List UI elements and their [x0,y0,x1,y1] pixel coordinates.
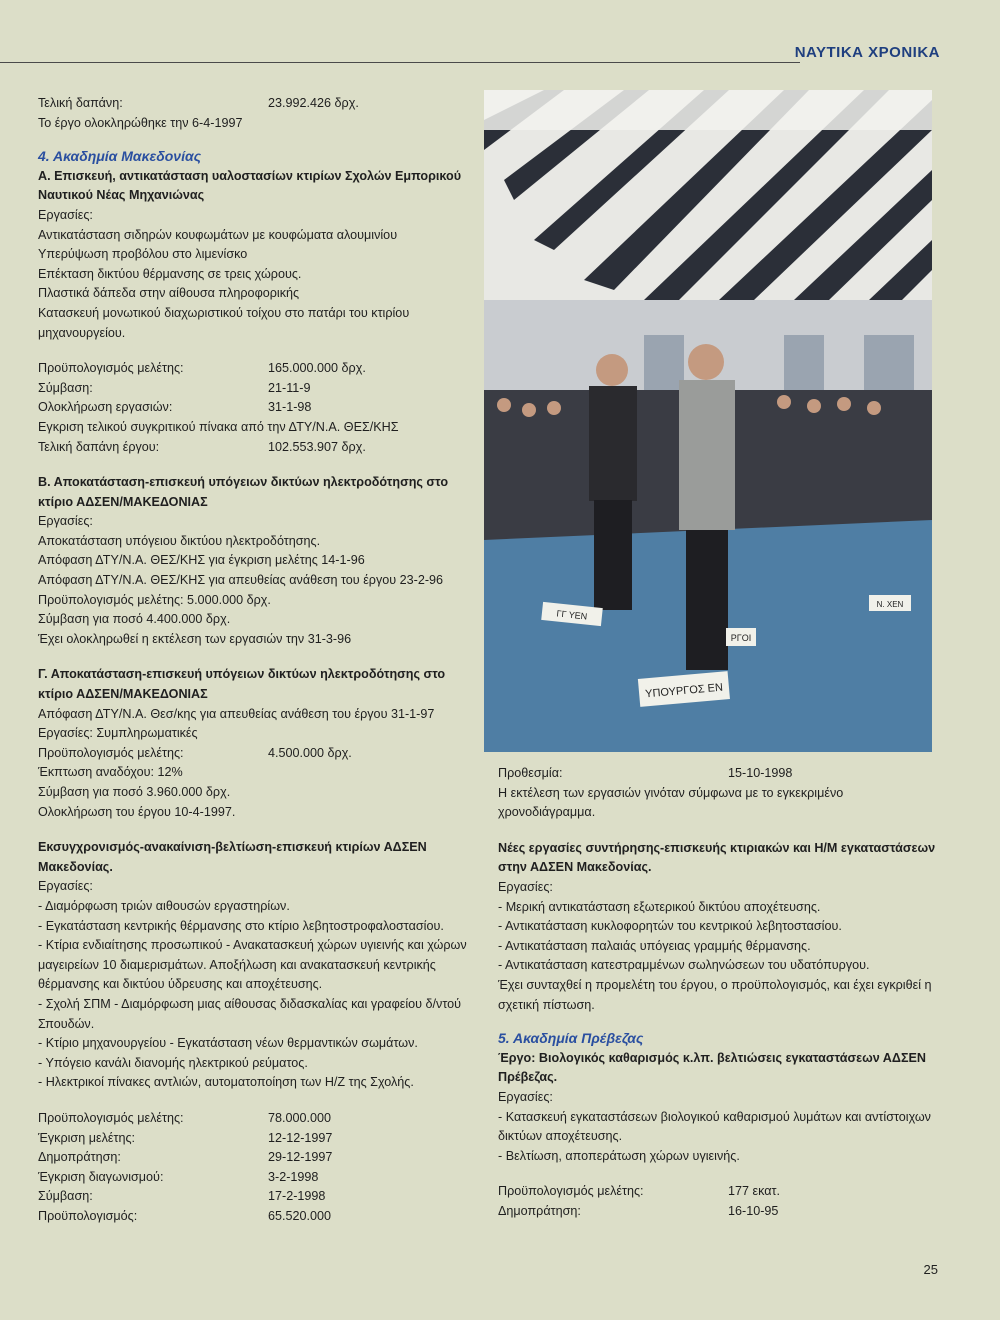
list-item: - Βελτίωση, αποπεράτωση χώρων υγιεινής. [498,1148,740,1163]
kv-row [38,1168,468,1188]
header-title: ΝΑΥΤΙΚΑ ΧΡΟΝΙΚΑ [794,44,940,61]
note-text: Έχει συνταχθεί η προμελέτη του έργου, ο προϋπολογισμός, και έχει εγκριθεί η σχετική πίστωση. [498,977,932,1012]
list-item: - Κτίριο μηχανουργείου - Εγκατάσταση νέων θερμαντικών σωμάτων. [38,1036,418,1051]
list-item: - Υπόγειο κανάλι διανομής ηλεκτρικού ρεύματος. [38,1055,308,1070]
kv-key: Σύμβαση: [38,1189,93,1204]
works-label: Εργασίες: [38,207,93,222]
final-cost-row [38,94,468,114]
kv-row [38,1148,468,1168]
list-item: Κατασκευή μονωτικού διαχωριστικού τοίχου στο πατάρι του κτιρίου μηχανουργείου. [38,305,410,340]
kv-key: Προϋπολογισμός μελέτης: [38,1110,184,1125]
subsection-e-title: Νέες εργασίες συντήρησης-επισκευής κτιριακών και Η/Μ εγκαταστάσεων στην ΑΔΣΕΝ Μακεδονίας. [498,840,936,875]
person-left [589,354,637,610]
subsection-f-title: Έργο: Βιολογικός καθαρισμός κ.λπ. βελτιώσεις εγκαταστάσεων ΑΔΣΕΝ Πρέβεζας. [498,1050,927,1085]
list-item: - Αντικατάσταση παλαιάς υπόγειας γραμμής θέρμανσης. [498,938,811,953]
completion-line: Το έργο ολοκληρώθηκε την 6-4-1997 [38,115,243,130]
list-item: - Κτίρια ενδιαίτησης προσωπικού - Ανακατασκευή χώρων υγιεινής και χώρων μαγειρείων 10 διαμερισμάτων. Αποξήλωση και ανακατασκευή κεντρικής θέρμανσης και δικτύου ύδρευσης και αποχέτευσης. [38,938,467,992]
kv-value: 17-2-1998 [268,1189,326,1204]
person-right [679,344,735,670]
list-item: Εργασίες: Συμπληρωματικές [38,726,198,741]
kv-key: Έγκριση διαγωνισμού: [38,1169,164,1184]
kv-key: Προϋπολογισμός μελέτης: [498,1184,644,1199]
kv-key: Προϋπολογισμός μελέτης: [38,745,184,760]
kv-key: Δημοπράτηση: [38,1150,121,1165]
works-label: Εργασίες: [498,1089,553,1104]
kv-row [498,764,938,784]
list-item: Απόφαση ΔΤΥ/Ν.Α. Θεσ/κης για απευθείας ανάθεση του έργου 31-1-97 [38,706,435,721]
subsection-a-title: Α. Επισκευή, αντικατάσταση υαλοστασίων κτιρίων Σχολών Εμπορικού Ναυτικού Νέας Μηχανιώνας [38,168,462,203]
list-item: - Αντικατάσταση κυκλοφορητών του κεντρικού λεβητοστασίου. [498,919,842,934]
list-item: Πλαστικά δάπεδα στην αίθουσα πληροφορικής [38,286,300,301]
kv-key: Έγκριση μελέτης: [38,1130,136,1145]
list-item: Επέκταση δικτύου θέρμανσης σε τρεις χώρους. [38,266,302,281]
kv-row [38,1187,468,1207]
subsection-c-title: Γ. Αποκατάσταση-επισκευή υπόγειων δικτύων ηλεκτροδότησης στο κτίριο ΑΔΣΕΝ/ΜΑΚΕΔΟΝΙΑΣ [38,667,446,702]
kv-key: Δημοπράτηση: [498,1203,581,1218]
list-item: - Εγκατάσταση κεντρικής θέρμανσης στο κτίριο λεβητοστροφαλοστασίου. [38,918,444,933]
list-item: - Σχολή ΣΠΜ - Διαμόρφωση μιας αίθουσας διδασκαλίας και γραφείου δ/ντού Σπουδών. [38,996,462,1031]
list-item: Έχει ολοκληρωθεί η εκτέλεση των εργασιών την 31-3-96 [38,631,352,646]
list-item: Υπερύψωση προβόλου στο λιμενίσκο [38,247,248,262]
list-item: Απόφαση ΔΤΥ/Ν.Α. ΘΕΣ/ΚΗΣ για απευθείας ανάθεση του έργου 23-2-96 [38,573,444,588]
subsection-b-title: Β. Αποκατάσταση-επισκευή υπόγειων δικτύων ηλεκτροδότησης στο κτίριο ΑΔΣΕΝ/ΜΑΚΕΔΟΝΙΑΣ [38,475,449,509]
name-card [726,628,756,646]
list-item: Σύμβαση για ποσό 4.400.000 δρχ. [38,612,231,627]
card-text: ΥΠΟΥΡΓΟΣ ΕΝ [644,681,724,701]
kv-key: Προϋπολογισμός μελέτης: [38,361,184,376]
kv-value: 177 εκατ. [728,1184,781,1199]
section-5-title: 5. Ακαδημία Πρέβεζας [498,1030,644,1047]
kv-row [38,744,468,764]
kv-value: 102.553.907 δρχ. [268,439,366,454]
kv-key: Προϋπολογισμός: [38,1208,138,1223]
kv-row [498,1182,938,1202]
kv-row [38,1109,468,1129]
kv-row [38,1207,468,1227]
kv-value: 21-11-9 [268,380,311,395]
card-text: ΓΓ ΥΕΝ [556,608,588,622]
list-item: Ολοκλήρωση του έργου 10-4-1997. [38,804,236,819]
list-item: Αντικατάσταση σιδηρών κουφωμάτων με κουφώματα αλουμινίου [38,227,398,242]
list-item: Σύμβαση για ποσό 3.960.000 δρχ. [38,785,231,799]
works-label: Εργασίες: [38,879,93,894]
list-item: Προϋπολογισμός μελέτης: 5.000.000 δρχ. [38,592,271,607]
page-number: 25 [923,1262,938,1277]
name-card [869,595,911,611]
list-item: Αποκατάσταση υπόγειου δικτύου ηλεκτροδότησης. [38,533,321,548]
list-item: - Κατασκευή εγκαταστάσεων βιολογικού καθαρισμού λυμάτων και αντίστοιχων δικτύων αποχέτευσης. [498,1109,931,1144]
kv-row [38,1129,468,1149]
kv-key: Σύμβαση: [38,380,93,395]
list-item: - Διαμόρφωση τριών αιθουσών εργαστηρίων. [38,898,290,913]
header-rule [0,62,800,63]
list-item: Έκπτωση αναδόχου: 12% [38,765,183,780]
kv-row [38,398,468,418]
awning [484,90,932,300]
kv-value: 31-1-98 [268,400,312,415]
kv-row [38,379,468,399]
kv-row [38,438,468,458]
kv-value: 29-12-1997 [268,1150,333,1165]
approval-line: Εγκριση τελικού συγκριτικού πίνακα από την ΔΤΥ/Ν.Α. ΘΕΣ/ΚΗΣ [38,419,399,434]
list-item: - Ηλεκτρικοί πίνακες αντλιών, αυτοματοποίηση των Η/Ζ της Σχολής. [38,1075,414,1090]
kv-value: 3-2-1998 [268,1169,319,1184]
kv-value: 15-10-1998 [728,766,793,780]
card-text: ΡΓΟΙ [730,633,752,643]
kv-value: 12-12-1997 [268,1130,333,1145]
kv-row [38,359,468,379]
left-column [38,94,468,1226]
kv-value: 65.520.000 [268,1208,332,1223]
list-item: - Μερική αντικατάσταση εξωτερικού δικτύου αποχέτευσης. [498,899,821,914]
kv-row [498,1202,938,1222]
kv-key: Τελική δαπάνη έργου: [38,439,160,454]
right-column [498,764,938,1221]
kv-value: 165.000.000 δρχ. [268,361,366,376]
kv-key: Ολοκλήρωση εργασιών: [38,400,173,415]
kv-value: 23.992.426 δρχ. [268,96,359,110]
works-label: Εργασίες: [498,879,553,894]
kv-value: 16-10-95 [728,1203,779,1218]
kv-key: Τελική δαπάνη: [38,96,123,110]
photo-illustration [484,90,932,752]
kv-value: 78.000.000 [268,1110,332,1125]
kv-key: Προθεσμία: [498,766,563,780]
deadline-text: Η εκτέλεση των εργασιών γινόταν σύμφωνα με το εγκεκριμένο χρονοδιάγραμμα. [498,785,844,820]
list-item: - Αντικατάσταση κατεστραμμένων σωληνώσεων του υδατόπυργου. [498,958,870,973]
list-item: Απόφαση ΔΤΥ/Ν.Α. ΘΕΣ/ΚΗΣ για έγκριση μελέτης 14-1-96 [38,553,365,568]
card-text: Ν. ΧΕΝ [876,600,904,609]
list-item: Εργασίες: [38,514,93,529]
subsection-d-title: Εκσυγχρονισμός-ανακαίνιση-βελτίωση-επισκευή κτιρίων ΑΔΣΕΝ Μακεδονίας. [38,840,427,874]
kv-value: 4.500.000 δρχ. [268,745,352,760]
section-4-title: 4. Ακαδημία Μακεδονίας [38,148,202,165]
ceremony-photo [484,90,932,752]
